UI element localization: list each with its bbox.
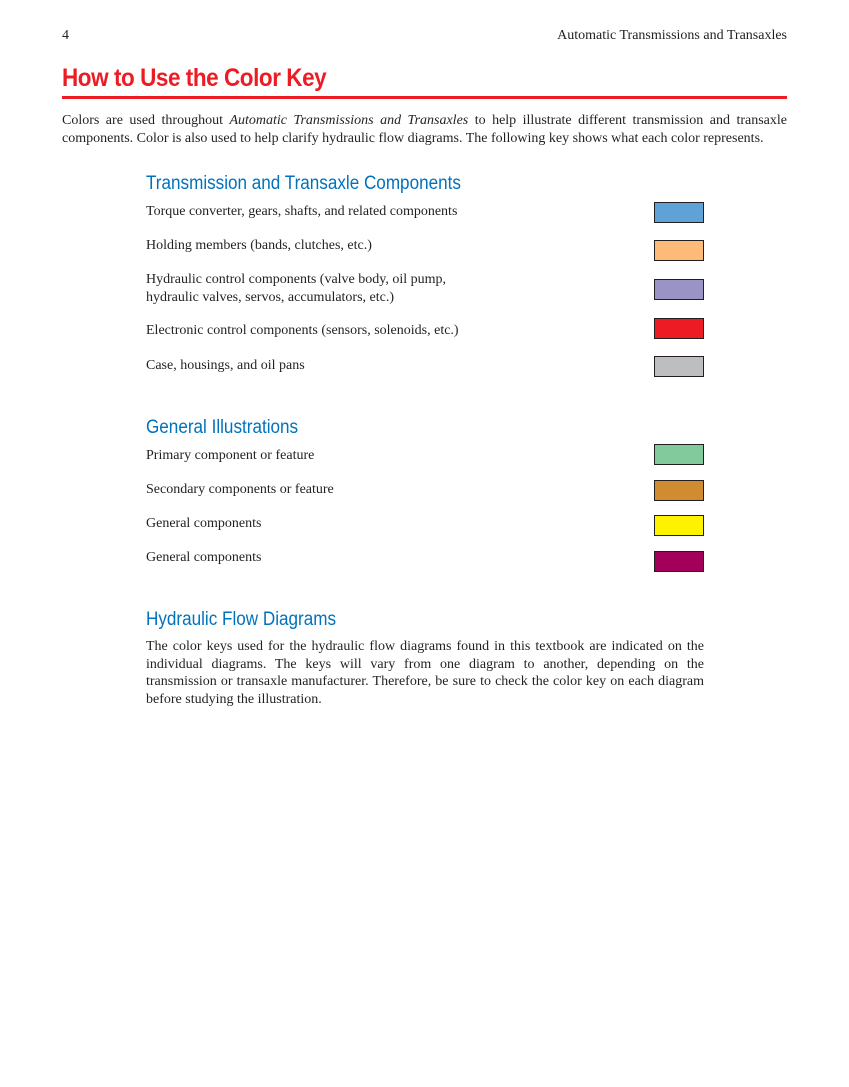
key-label: Secondary components or feature xyxy=(146,482,334,497)
key-label: Case, housings, and oil pans xyxy=(146,358,305,373)
color-swatch xyxy=(654,515,704,536)
color-swatch xyxy=(654,202,704,223)
section-heading-hydraulic: Hydraulic Flow Diagrams xyxy=(146,609,337,630)
color-swatch xyxy=(654,318,704,339)
key-label: Holding members (bands, clutches, etc.) xyxy=(146,238,372,253)
hydraulic-flow-paragraph: The color keys used for the hydraulic flow diagrams found in this textbook are indicated on the individual diagrams. The keys will vary from one diagram to another, depending on the transmission or transaxle manufacturer. Therefore, be sure to check the color key on each diagram before studying the illustration. xyxy=(146,639,704,708)
section-heading-transmission: Transmission and Transaxle Components xyxy=(146,173,461,194)
key-label: Torque converter, gears, shafts, and related components xyxy=(146,204,458,219)
page-number: 4 xyxy=(62,28,69,43)
intro-text-start: Colors are used throughout xyxy=(62,113,230,128)
color-swatch xyxy=(654,356,704,377)
color-swatch xyxy=(654,480,704,501)
running-header: Automatic Transmissions and Transaxles xyxy=(557,28,787,43)
key-label: General components xyxy=(146,516,262,531)
key-label: General components xyxy=(146,550,262,565)
intro-text-end: to help illustrate different transmission and transaxle components. Color is also used to help clarify hydraulic flow diagrams. The following key shows what each color represents. xyxy=(62,113,787,146)
color-swatch xyxy=(654,551,704,572)
key-label: Primary component or feature xyxy=(146,448,315,463)
color-swatch xyxy=(654,240,704,261)
color-swatch xyxy=(654,444,704,465)
book-title-italic: Automatic Transmissions and Transaxles xyxy=(229,113,469,128)
section-heading-general: General Illustrations xyxy=(146,417,299,438)
title-rule xyxy=(62,96,787,99)
page-title: How to Use the Color Key xyxy=(62,64,327,92)
key-label: Hydraulic control components (valve body, oil pump, hydraulic valves, servos, accumulators, etc.) xyxy=(146,272,447,305)
key-label: Electronic control components (sensors, solenoids, etc.) xyxy=(146,323,459,338)
intro-paragraph xyxy=(62,112,787,148)
color-swatch xyxy=(654,279,704,300)
